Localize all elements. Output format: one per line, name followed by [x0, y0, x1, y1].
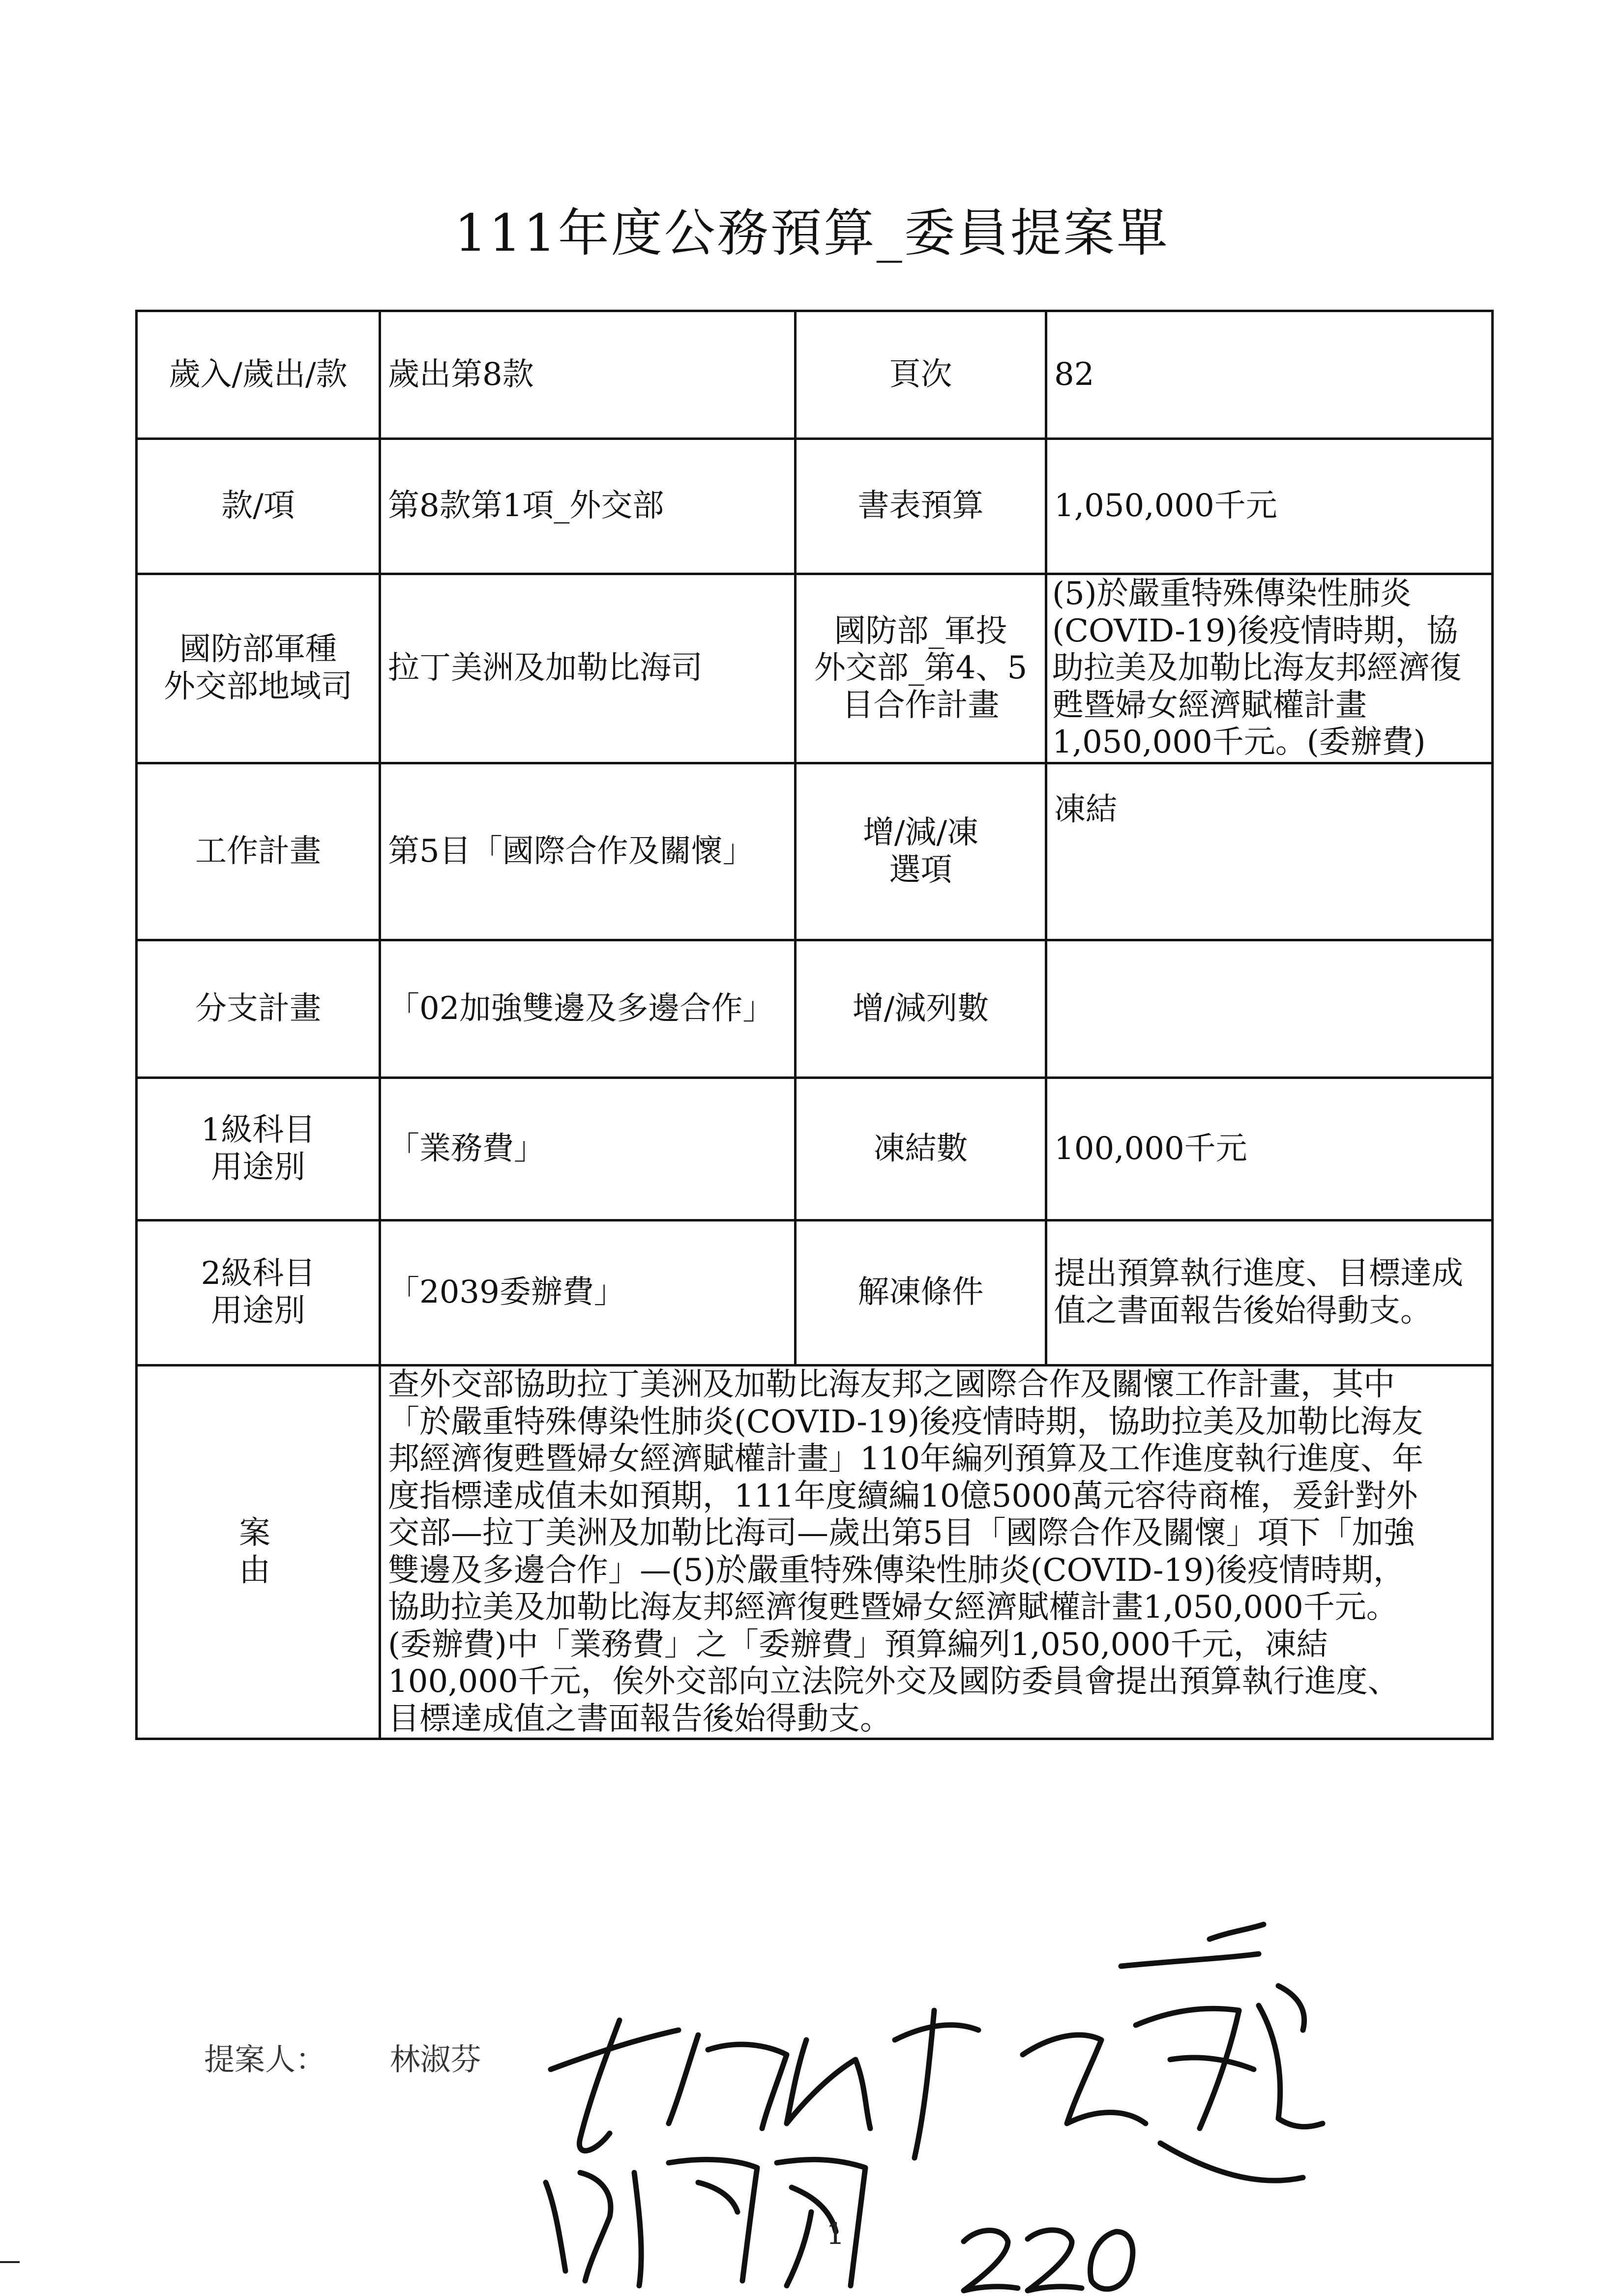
page-number: 1 — [826, 2217, 845, 2251]
form-row-category — [137, 311, 1493, 439]
reason-line: 協助拉美及加勒比海友邦經濟復甦暨婦女經濟賦權計畫1,050,000千元。 — [388, 1589, 1398, 1626]
category-label: 歲入/歲出/款 — [137, 311, 380, 439]
page-label: 頁次 — [796, 311, 1046, 439]
plan-category-value-clip — [1052, 578, 1486, 759]
budget-value: 1,050,000千元 — [1046, 439, 1493, 574]
plan-category-value: (5)於嚴重特殊傳染性肺炎(COVID-19)後疫情時期，協助拉美及加勒比海友邦經濟復甦暨婦女經濟賦權計畫1,050,000千元。(委辦費) — [1052, 578, 1461, 759]
signature-stroke — [551, 2010, 978, 2158]
frozen-amount-label: 凍結數 — [796, 1078, 1046, 1221]
plan-category-label-line2: 外交部_第4、5 — [814, 650, 1028, 687]
action-option-label — [796, 763, 1046, 940]
reason-line: 度指標達成值未如預期，111年度續編10億5000萬元容待商榷，爰針對外 — [388, 1478, 1418, 1514]
reason-line: 交部—拉丁美洲及加勒比海司—歲出第5目「國際合作及關懷」項下「加強 — [388, 1515, 1415, 1552]
reason-label: 案由 — [137, 1366, 380, 1739]
level1-label-line2: 用途別 — [211, 1149, 305, 1186]
reason-line: 查外交部協助拉丁美洲及加勒比海友邦之國際合作及關懷工作計畫，其中 — [388, 1366, 1395, 1403]
level1-label — [137, 1078, 380, 1221]
reason-line: 雙邊及多邊合作」—(5)於嚴重特殊傳染性肺炎(COVID-19)後疫情時期， — [388, 1552, 1405, 1589]
page-corner-mark — [0, 2261, 20, 2263]
handwritten-220 — [964, 2230, 1133, 2291]
department-value: 拉丁美洲及加勒比海司 — [380, 574, 796, 763]
action-option-label-line1: 增/減/凍 — [862, 814, 979, 851]
form-row-branch-plan — [137, 940, 1493, 1078]
reason-line: 100,000千元，俟外交部向立法院外交及國防委員會提出預算執行進度、 — [388, 1663, 1399, 1700]
work-plan-label: 工作計畫 — [137, 763, 380, 940]
proposer-line — [204, 2035, 481, 2079]
level2-label — [137, 1221, 380, 1366]
form-row-item — [137, 439, 1493, 574]
reason-line: 邦經濟復甦暨婦女經濟賦權計畫」110年編列預算及工作進度執行進度、年 — [388, 1441, 1424, 1478]
work-plan-value: 第5目「國際合作及關懷」 — [380, 763, 796, 940]
level1-label-line1: 1級科目 — [201, 1111, 316, 1148]
reason-line: 「於嚴重特殊傳染性肺炎(COVID-19)後疫情時期，協助拉美及加勒比海友 — [388, 1403, 1423, 1440]
reason-text — [380, 1366, 1493, 1739]
form-row-reason — [137, 1366, 1493, 1739]
level2-label-line2: 用途別 — [211, 1293, 305, 1329]
unfreeze-condition-label: 解凍條件 — [796, 1221, 1046, 1366]
department-label-line2: 外交部地域司 — [164, 668, 353, 705]
document-title: 111年度公務預算_委員提案單 — [454, 203, 1170, 263]
signature-stroke — [546, 2159, 865, 2286]
budget-label: 書表預算 — [796, 439, 1046, 574]
level2-value: 「2039委辦費」 — [380, 1221, 796, 1366]
department-label-line1: 國防部軍種 — [179, 631, 337, 668]
plan-category-label-line3: 目合作計畫 — [842, 687, 1000, 724]
action-option-value: 凍結 — [1046, 763, 1493, 940]
reason-line: (委辦費)中「業務費」之「委辦費」預算編列1,050,000千元，凍結 — [388, 1626, 1328, 1663]
proposal-form-table — [135, 310, 1494, 1740]
reason-line: 目標達成值之書面報告後始得動支。 — [388, 1700, 891, 1737]
level1-value: 「業務費」 — [380, 1078, 796, 1221]
branch-plan-value: 「02加強雙邊及多邊合作」 — [380, 940, 796, 1078]
page-value: 82 — [1046, 311, 1493, 439]
proposer-label: 提案人： — [204, 2041, 326, 2077]
department-label — [137, 574, 380, 763]
item-label: 款/項 — [137, 439, 380, 574]
plan-category-label — [796, 574, 1046, 763]
adjust-amount-label: 增/減列數 — [796, 940, 1046, 1078]
form-row-level1 — [137, 1078, 1493, 1221]
adjust-amount-value — [1046, 940, 1493, 1078]
proposer-name: 林淑芬 — [389, 2041, 481, 2077]
signature-stroke — [1121, 1924, 1264, 1966]
level2-label-line1: 2級科目 — [201, 1255, 316, 1292]
action-option-label-line2: 選項 — [889, 851, 952, 888]
branch-plan-label: 分支計畫 — [137, 940, 380, 1078]
form-row-level2 — [137, 1221, 1493, 1366]
signature-stroke — [1023, 1986, 1323, 2180]
plan-category-label-line1: 國防部_軍投 — [834, 612, 1007, 649]
unfreeze-condition-value: 提出預算執行進度、目標達成值之書面報告後始得動支。 — [1046, 1221, 1493, 1366]
category-value: 歲出第8款 — [380, 311, 796, 439]
item-value: 第8款第1項_外交部 — [380, 439, 796, 574]
form-row-department — [137, 574, 1493, 763]
form-row-work-plan — [137, 763, 1493, 940]
plan-category-value-cell — [1046, 574, 1493, 763]
frozen-amount-value: 100,000千元 — [1046, 1078, 1493, 1221]
